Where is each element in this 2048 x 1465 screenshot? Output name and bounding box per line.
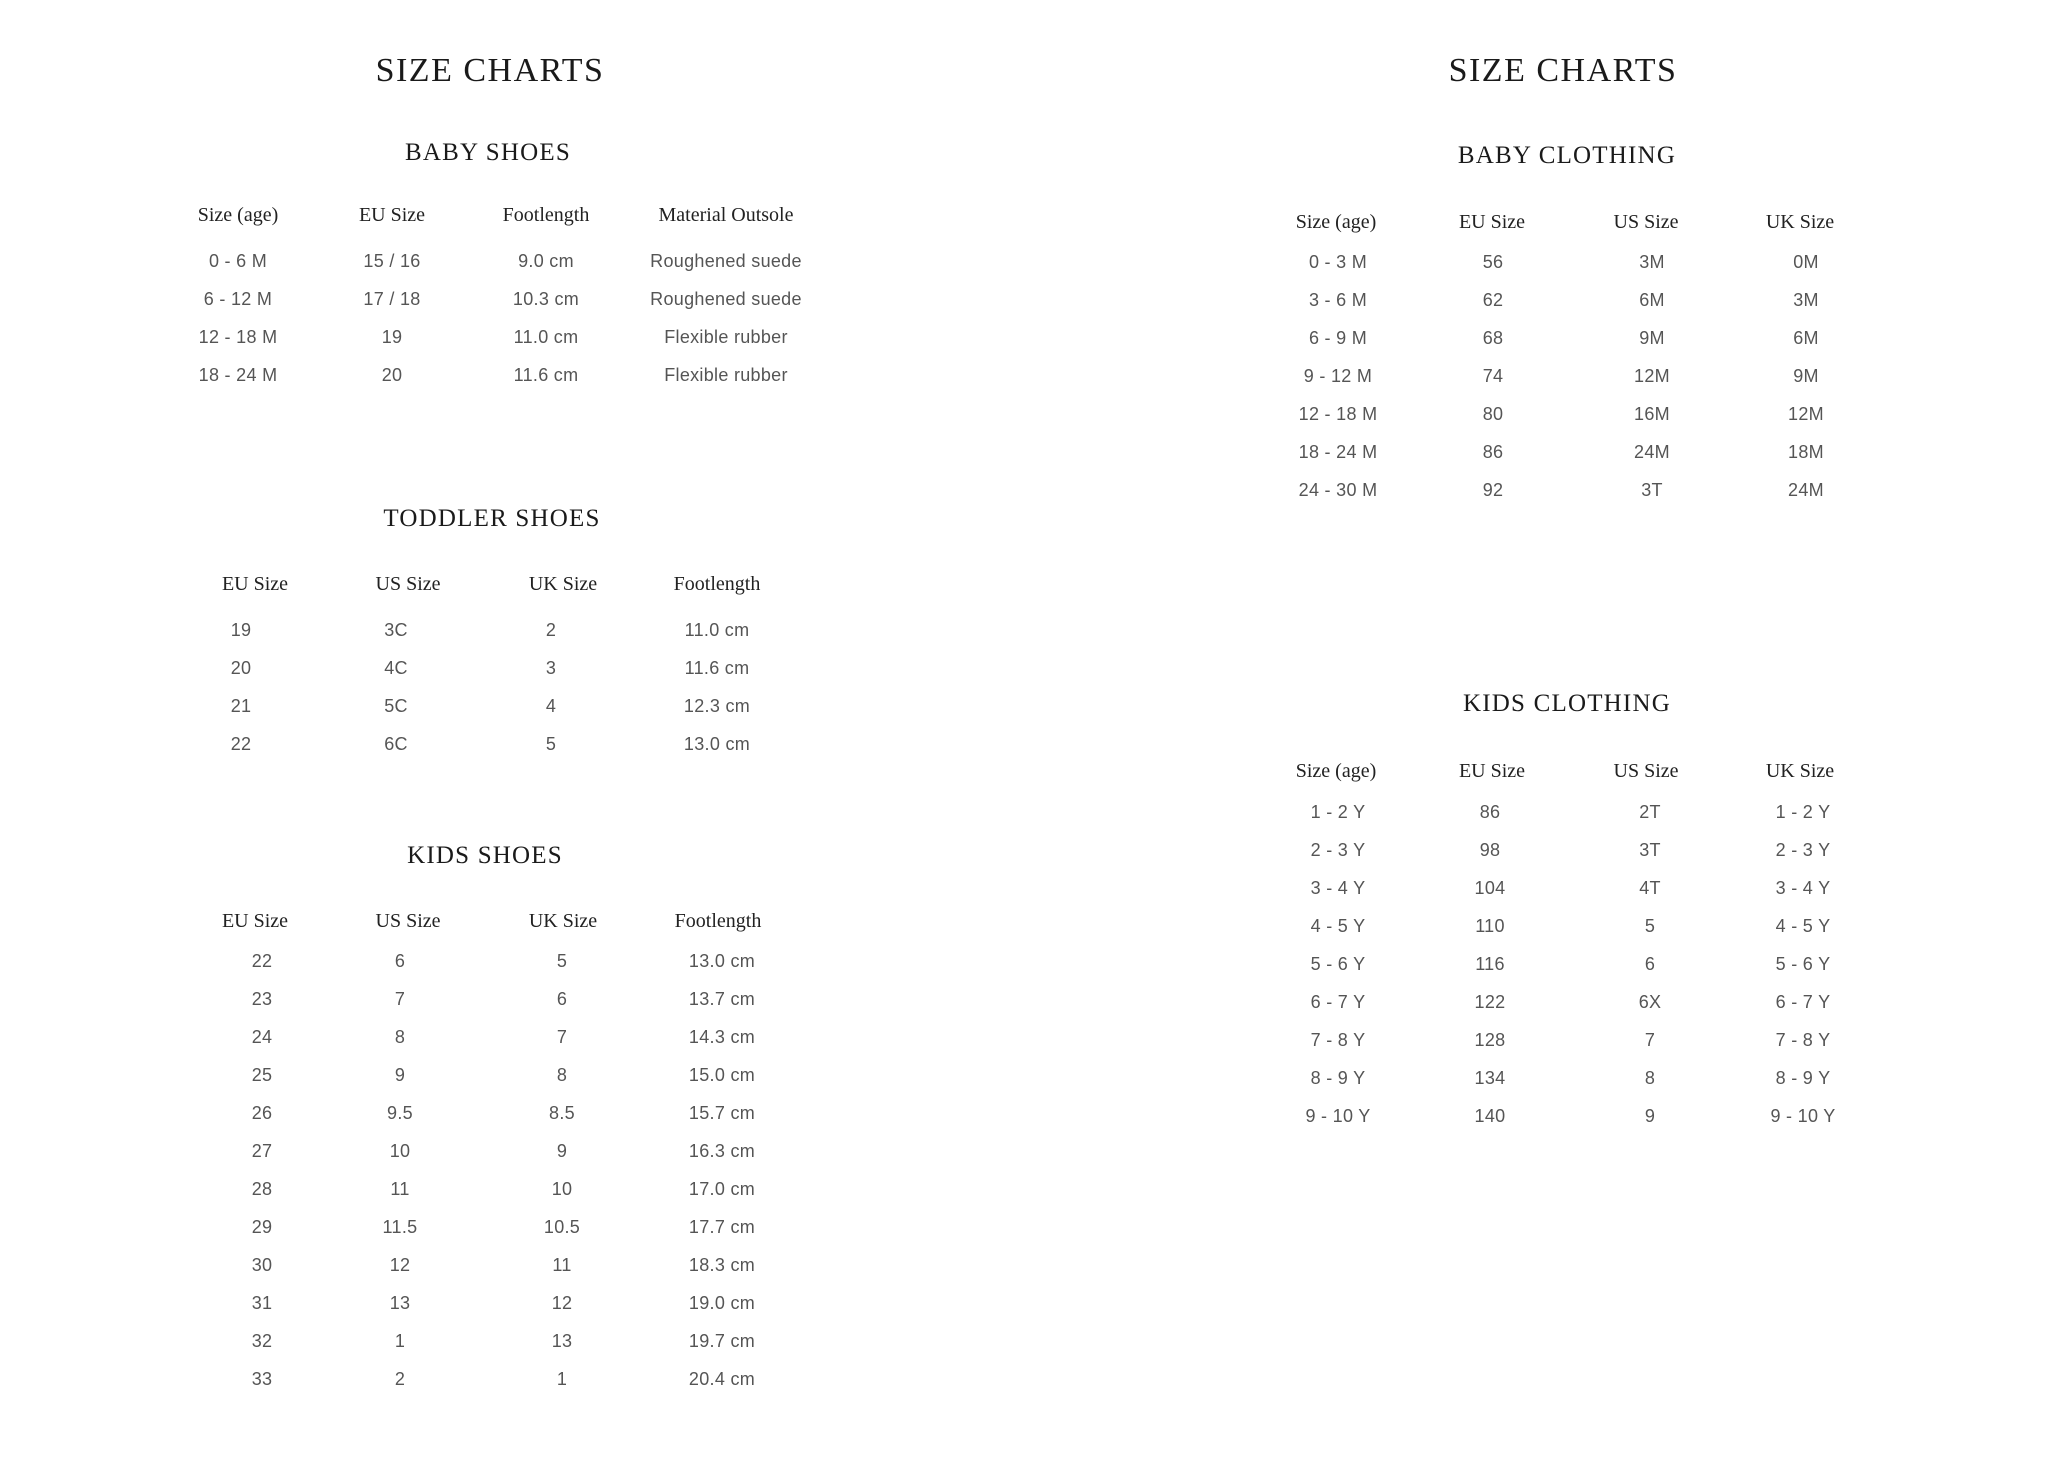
- table-cell: 7 - 8 Y: [1310, 1030, 1366, 1050]
- table-cell: 86: [1479, 802, 1501, 822]
- table-cell: 4: [545, 696, 557, 716]
- table-cell: 104: [1474, 878, 1506, 898]
- table-cell: 11.5: [382, 1217, 418, 1237]
- column-header-us-size: US Size: [375, 573, 441, 595]
- table-cell: 20: [381, 365, 403, 385]
- table-cell: 134: [1474, 1068, 1506, 1088]
- table-cell: 29: [251, 1217, 273, 1237]
- table-cell: 86: [1482, 442, 1504, 462]
- table-cell: 0 - 6 M: [208, 251, 268, 271]
- table-cell: 12 - 18 M: [198, 327, 278, 347]
- table-cell: 3: [545, 658, 557, 678]
- table-cell: 22: [230, 734, 252, 754]
- table-cell: 5 - 6 Y: [1775, 954, 1831, 974]
- table-cell: 19: [230, 620, 252, 640]
- column-header-footlength: Footlength: [674, 910, 762, 932]
- table-cell: 6 - 7 Y: [1775, 992, 1831, 1012]
- table-cell: 20: [230, 658, 252, 678]
- column-header-size-age: Size (age): [197, 204, 279, 226]
- table-cell: 7: [394, 989, 406, 1009]
- table-cell: 13: [551, 1331, 573, 1351]
- column-header-material-outsole: Material Outsole: [658, 204, 794, 226]
- table-cell: 0 - 3 M: [1308, 252, 1368, 272]
- table-cell: 8 - 9 Y: [1775, 1068, 1831, 1088]
- kids-shoes-title: KIDS SHOES: [407, 842, 563, 869]
- table-cell: 128: [1474, 1030, 1506, 1050]
- table-cell: 0M: [1793, 252, 1819, 272]
- table-cell: 8: [1644, 1068, 1656, 1088]
- column-header-us-size: US Size: [375, 910, 441, 932]
- column-header-eu-size: EU Size: [358, 204, 426, 226]
- column-header-uk-size: UK Size: [528, 573, 598, 595]
- table-cell: 27: [251, 1141, 273, 1161]
- table-cell: 24M: [1634, 442, 1670, 462]
- table-cell: 2: [545, 620, 557, 640]
- column-header-us-size: US Size: [1613, 211, 1679, 233]
- table-cell: Roughened suede: [650, 289, 802, 309]
- table-cell: 9.5: [387, 1103, 413, 1123]
- table-cell: 9 - 10 Y: [1305, 1106, 1371, 1126]
- table-cell: Roughened suede: [650, 251, 802, 271]
- table-cell: 9: [1644, 1106, 1656, 1126]
- table-cell: 16M: [1634, 404, 1670, 424]
- table-cell: 18 - 24 M: [1298, 442, 1378, 462]
- table-cell: 62: [1482, 290, 1504, 310]
- table-cell: 68: [1482, 328, 1504, 348]
- table-cell: 13.0 cm: [683, 734, 751, 754]
- table-cell: 23: [251, 989, 273, 1009]
- table-cell: 19: [381, 327, 403, 347]
- table-cell: 116: [1475, 954, 1505, 974]
- table-cell: 12M: [1634, 366, 1670, 386]
- table-cell: 10: [389, 1141, 411, 1161]
- table-cell: 5: [556, 951, 568, 971]
- table-cell: 3M: [1639, 252, 1665, 272]
- column-header-uk-size: UK Size: [1765, 211, 1835, 233]
- right-page-title: SIZE CHARTS: [1448, 52, 1678, 89]
- table-cell: 11: [552, 1255, 572, 1275]
- table-cell: 6: [556, 989, 568, 1009]
- table-cell: 8: [556, 1065, 568, 1085]
- table-cell: 8: [394, 1027, 406, 1047]
- left-page-title: SIZE CHARTS: [375, 52, 605, 89]
- table-cell: 6M: [1639, 290, 1665, 310]
- table-cell: 19.7 cm: [688, 1331, 756, 1351]
- table-cell: 11.0 cm: [684, 620, 750, 640]
- table-cell: 6 - 12 M: [203, 289, 273, 309]
- table-cell: 80: [1482, 404, 1504, 424]
- table-cell: 12.3 cm: [683, 696, 751, 716]
- table-cell: 1: [556, 1369, 568, 1389]
- column-header-eu-size: EU Size: [1458, 760, 1526, 782]
- table-cell: 13: [389, 1293, 411, 1313]
- table-cell: Flexible rubber: [664, 327, 788, 347]
- table-cell: 6 - 7 Y: [1310, 992, 1366, 1012]
- table-cell: Flexible rubber: [664, 365, 788, 385]
- table-cell: 8.5: [549, 1103, 575, 1123]
- column-header-eu-size: EU Size: [221, 573, 289, 595]
- table-cell: 140: [1474, 1106, 1506, 1126]
- toddler-shoes-title: TODDLER SHOES: [383, 505, 601, 532]
- table-cell: 9 - 12 M: [1303, 366, 1373, 386]
- column-header-uk-size: UK Size: [528, 910, 598, 932]
- column-header-uk-size: UK Size: [1765, 760, 1835, 782]
- table-cell: 12 - 18 M: [1298, 404, 1378, 424]
- table-cell: 13.0 cm: [688, 951, 756, 971]
- table-cell: 16.3 cm: [688, 1141, 756, 1161]
- table-cell: 21: [230, 696, 252, 716]
- table-cell: 2 - 3 Y: [1775, 840, 1831, 860]
- table-cell: 20.4 cm: [688, 1369, 756, 1389]
- table-cell: 1 - 2 Y: [1775, 802, 1831, 822]
- table-cell: 6: [394, 951, 406, 971]
- column-header-eu-size: EU Size: [1458, 211, 1526, 233]
- table-cell: 3 - 6 M: [1308, 290, 1368, 310]
- table-cell: 4T: [1639, 878, 1661, 898]
- table-cell: 33: [251, 1369, 273, 1389]
- table-cell: 25: [251, 1065, 273, 1085]
- table-cell: 13.7 cm: [688, 989, 756, 1009]
- table-cell: 7: [1644, 1030, 1656, 1050]
- table-cell: 31: [251, 1293, 273, 1313]
- table-cell: 17.0 cm: [688, 1179, 756, 1199]
- table-cell: 6C: [384, 734, 408, 754]
- table-cell: 30: [251, 1255, 273, 1275]
- table-cell: 24 - 30 M: [1298, 480, 1378, 500]
- table-cell: 3T: [1641, 480, 1663, 500]
- table-cell: 9 - 10 Y: [1770, 1106, 1836, 1126]
- table-cell: 9.0 cm: [518, 251, 574, 271]
- column-header-eu-size: EU Size: [221, 910, 289, 932]
- table-cell: 7 - 8 Y: [1775, 1030, 1831, 1050]
- table-cell: 5: [1644, 916, 1656, 936]
- kids-clothing-title: KIDS CLOTHING: [1463, 690, 1671, 717]
- table-cell: 9: [556, 1141, 568, 1161]
- table-cell: 3T: [1639, 840, 1661, 860]
- table-cell: 9M: [1639, 328, 1665, 348]
- table-cell: 6: [1644, 954, 1656, 974]
- table-cell: 18M: [1788, 442, 1824, 462]
- table-cell: 15.7 cm: [688, 1103, 756, 1123]
- column-header-footlength: Footlength: [502, 204, 590, 226]
- table-cell: 9M: [1793, 366, 1819, 386]
- table-cell: 12: [389, 1255, 411, 1275]
- table-cell: 56: [1482, 252, 1504, 272]
- table-cell: 11.6 cm: [684, 658, 750, 678]
- table-cell: 17 / 18: [363, 289, 421, 309]
- table-cell: 11.6 cm: [513, 365, 579, 385]
- table-cell: 74: [1482, 366, 1504, 386]
- table-cell: 5 - 6 Y: [1310, 954, 1366, 974]
- table-cell: 5: [545, 734, 557, 754]
- table-cell: 24: [251, 1027, 273, 1047]
- table-cell: 24M: [1788, 480, 1824, 500]
- table-cell: 1: [394, 1331, 406, 1351]
- table-cell: 11: [390, 1179, 410, 1199]
- table-cell: 92: [1482, 480, 1504, 500]
- table-cell: 14.3 cm: [688, 1027, 756, 1047]
- table-cell: 110: [1475, 916, 1505, 936]
- table-cell: 98: [1479, 840, 1501, 860]
- table-cell: 6X: [1638, 992, 1662, 1012]
- table-cell: 6 - 9 M: [1308, 328, 1368, 348]
- table-cell: 3 - 4 Y: [1775, 878, 1831, 898]
- table-cell: 17.7 cm: [688, 1217, 756, 1237]
- table-cell: 3 - 4 Y: [1310, 878, 1366, 898]
- table-cell: 18.3 cm: [688, 1255, 756, 1275]
- table-cell: 26: [251, 1103, 273, 1123]
- table-cell: 5C: [384, 696, 408, 716]
- table-cell: 3C: [384, 620, 408, 640]
- table-cell: 15 / 16: [363, 251, 421, 271]
- table-cell: 10.5: [543, 1217, 581, 1237]
- table-cell: 12: [551, 1293, 573, 1313]
- table-cell: 32: [251, 1331, 273, 1351]
- baby-clothing-title: BABY CLOTHING: [1457, 142, 1677, 169]
- baby-shoes-title: BABY SHOES: [405, 139, 571, 166]
- table-cell: 18 - 24 M: [198, 365, 278, 385]
- table-cell: 28: [251, 1179, 273, 1199]
- column-header-footlength: Footlength: [673, 573, 761, 595]
- table-cell: 8 - 9 Y: [1310, 1068, 1366, 1088]
- table-cell: 15.0 cm: [688, 1065, 756, 1085]
- table-cell: 7: [556, 1027, 568, 1047]
- table-cell: 10.3 cm: [512, 289, 580, 309]
- table-cell: 10: [551, 1179, 573, 1199]
- table-cell: 19.0 cm: [688, 1293, 756, 1313]
- column-header-size-age: Size (age): [1295, 760, 1377, 782]
- table-cell: 6M: [1793, 328, 1819, 348]
- table-cell: 3M: [1793, 290, 1819, 310]
- column-header-size-age: Size (age): [1295, 211, 1377, 233]
- table-cell: 9: [394, 1065, 406, 1085]
- table-cell: 4C: [384, 658, 408, 678]
- table-cell: 2 - 3 Y: [1310, 840, 1366, 860]
- table-cell: 2: [394, 1369, 406, 1389]
- table-cell: 22: [251, 951, 273, 971]
- table-cell: 122: [1474, 992, 1506, 1012]
- table-cell: 11.0 cm: [513, 327, 579, 347]
- table-cell: 12M: [1788, 404, 1824, 424]
- table-cell: 4 - 5 Y: [1310, 916, 1366, 936]
- table-cell: 1 - 2 Y: [1310, 802, 1366, 822]
- table-cell: 4 - 5 Y: [1775, 916, 1831, 936]
- column-header-us-size: US Size: [1613, 760, 1679, 782]
- table-cell: 2T: [1639, 802, 1661, 822]
